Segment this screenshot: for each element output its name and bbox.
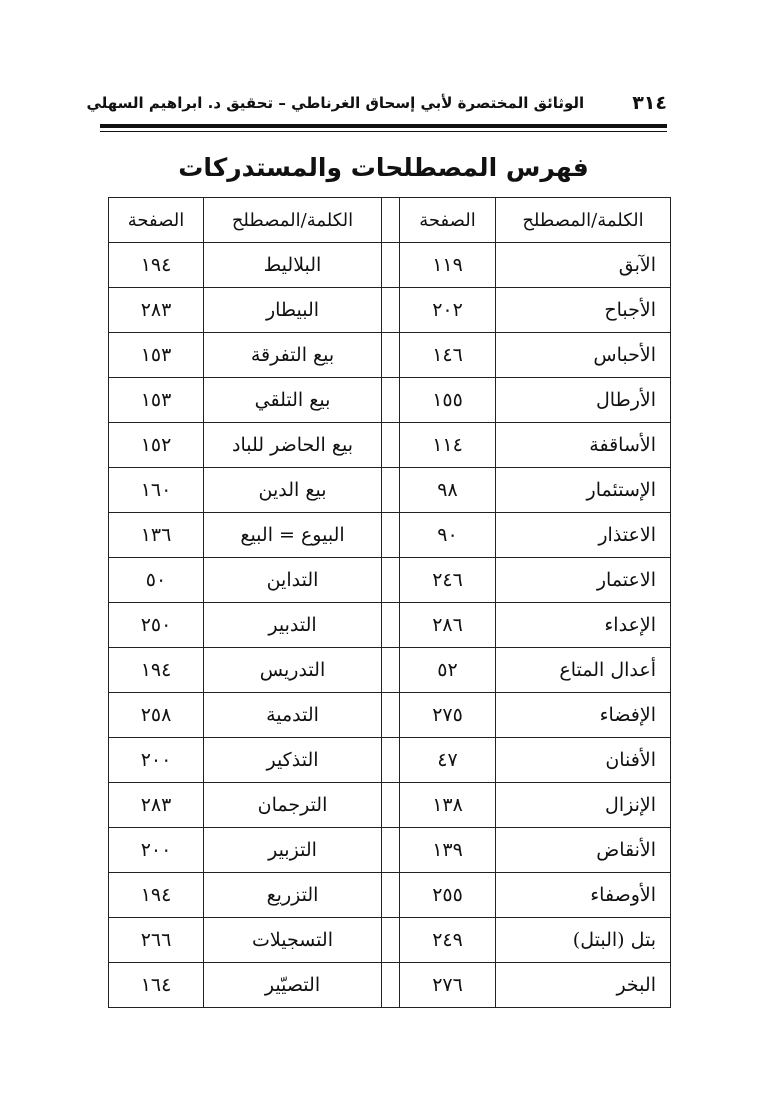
page-right-cell: ١٣٩ xyxy=(400,828,496,873)
page-right-cell: ١١٤ xyxy=(400,423,496,468)
table-row xyxy=(109,693,671,738)
page-left-cell: ١٩٤ xyxy=(109,873,204,918)
term-right-cell: الإنزال xyxy=(496,783,671,828)
page-left-cell: ١٩٤ xyxy=(109,648,204,693)
table-row xyxy=(109,873,671,918)
term-right-cell: الآبق xyxy=(496,243,671,288)
header-page-right: الصفحة xyxy=(400,198,496,243)
page-right-cell: ٢٤٩ xyxy=(400,918,496,963)
page-right-cell: ١٥٥ xyxy=(400,378,496,423)
term-right-cell: الإعداء xyxy=(496,603,671,648)
page-right-cell: ١٤٦ xyxy=(400,333,496,378)
term-left-cell: بيع الحاضر للباد xyxy=(204,423,382,468)
term-left-cell: التدريس xyxy=(204,648,382,693)
term-right-cell: الاعتذار xyxy=(496,513,671,558)
term-left-cell: التزبير xyxy=(204,828,382,873)
column-gap xyxy=(382,693,400,738)
column-gap xyxy=(382,468,400,513)
page-left-cell: ٢٨٣ xyxy=(109,288,204,333)
term-left-cell: الترجمان xyxy=(204,783,382,828)
table-row xyxy=(109,468,671,513)
term-left-cell: التدمية xyxy=(204,693,382,738)
column-gap xyxy=(382,423,400,468)
header-rule-thin xyxy=(100,131,667,132)
page-left-cell: ٢٠٠ xyxy=(109,828,204,873)
table-row xyxy=(109,288,671,333)
term-left-cell: البيوع = البيع xyxy=(204,513,382,558)
page-left-cell: ١٦٤ xyxy=(109,963,204,1008)
table-row xyxy=(109,423,671,468)
page-right-cell: ١١٩ xyxy=(400,243,496,288)
term-left-cell: البلاليط xyxy=(204,243,382,288)
page-left-cell: ٥٠ xyxy=(109,558,204,603)
table-row xyxy=(109,558,671,603)
term-right-cell: الأوصفاء xyxy=(496,873,671,918)
column-gap xyxy=(382,783,400,828)
term-left-cell: التصيّير xyxy=(204,963,382,1008)
index-title: فهرس المصطلحات والمستدركات xyxy=(178,153,589,182)
term-left-cell: التذكير xyxy=(204,738,382,783)
term-right-cell: الأنقاض xyxy=(496,828,671,873)
table-row xyxy=(109,378,671,423)
page-right-cell: ٢٨٦ xyxy=(400,603,496,648)
page-number: ٣١٤ xyxy=(632,92,667,114)
term-left-cell: بيع التفرقة xyxy=(204,333,382,378)
page-right-cell: ٢٠٢ xyxy=(400,288,496,333)
page-right-cell: ٩٠ xyxy=(400,513,496,558)
term-left-cell: التدبير xyxy=(204,603,382,648)
term-right-cell: الأحباس xyxy=(496,333,671,378)
table-row xyxy=(109,738,671,783)
index-table-body xyxy=(109,243,671,1008)
column-gap xyxy=(382,378,400,423)
term-right-cell: أعدال المتاع xyxy=(496,648,671,693)
index-table xyxy=(108,197,671,1008)
column-gap xyxy=(382,648,400,693)
page-left-cell: ١٦٠ xyxy=(109,468,204,513)
page-right-cell: ٢٥٥ xyxy=(400,873,496,918)
header-term-left: الكلمة/المصطلح xyxy=(204,198,382,243)
column-gap xyxy=(382,513,400,558)
term-right-cell: الأجباح xyxy=(496,288,671,333)
page-left-cell: ١٥٣ xyxy=(109,378,204,423)
term-left-cell: التزريع xyxy=(204,873,382,918)
page-right-cell: ٢٧٦ xyxy=(400,963,496,1008)
term-right-cell: الأرطال xyxy=(496,378,671,423)
page-right-cell: ٢٤٦ xyxy=(400,558,496,603)
header-page-left: الصفحة xyxy=(109,198,204,243)
page-left-cell: ٢٥٠ xyxy=(109,603,204,648)
table-row xyxy=(109,243,671,288)
column-gap xyxy=(382,738,400,783)
term-right-cell: الإفضاء xyxy=(496,693,671,738)
page-right-cell: ٩٨ xyxy=(400,468,496,513)
page-header xyxy=(86,88,667,118)
page-right-cell: ٤٧ xyxy=(400,738,496,783)
table-row xyxy=(109,648,671,693)
column-gap xyxy=(382,918,400,963)
term-left-cell: البيطار xyxy=(204,288,382,333)
header-rule-thick xyxy=(100,124,667,128)
term-left-cell: بيع التلقي xyxy=(204,378,382,423)
column-gap xyxy=(382,963,400,1008)
running-title: الوثائق المختصرة لأبي إسحاق الغرناطي – تحقيق د. ابراهيم السهلي xyxy=(86,94,585,112)
column-gap xyxy=(382,333,400,378)
table-row xyxy=(109,513,671,558)
column-gap xyxy=(382,198,400,243)
term-right-cell: البخر xyxy=(496,963,671,1008)
column-gap xyxy=(382,828,400,873)
term-right-cell: الإستئمار xyxy=(496,468,671,513)
page-left-cell: ٢٦٦ xyxy=(109,918,204,963)
table-row xyxy=(109,603,671,648)
term-right-cell: الأفنان xyxy=(496,738,671,783)
page-left-cell: ٢٠٠ xyxy=(109,738,204,783)
header-term-right: الكلمة/المصطلح xyxy=(496,198,671,243)
page-left-cell: ١٥٢ xyxy=(109,423,204,468)
term-left-cell: التداين xyxy=(204,558,382,603)
table-row xyxy=(109,828,671,873)
page-left-cell: ٢٨٣ xyxy=(109,783,204,828)
term-right-cell: الاعتمار xyxy=(496,558,671,603)
term-left-cell: بيع الدين xyxy=(204,468,382,513)
page-right-cell: ٢٧٥ xyxy=(400,693,496,738)
table-row xyxy=(109,918,671,963)
table-row xyxy=(109,963,671,1008)
term-left-cell: التسجيلات xyxy=(204,918,382,963)
table-row xyxy=(109,783,671,828)
column-gap xyxy=(382,243,400,288)
term-right-cell: الأساقفة xyxy=(496,423,671,468)
column-gap xyxy=(382,873,400,918)
page-left-cell: ١٩٤ xyxy=(109,243,204,288)
term-right-cell: بتل (البتل) xyxy=(496,918,671,963)
page-left-cell: ٢٥٨ xyxy=(109,693,204,738)
page-left-cell: ١٣٦ xyxy=(109,513,204,558)
table-row xyxy=(109,333,671,378)
column-gap xyxy=(382,558,400,603)
page-right-cell: ٥٢ xyxy=(400,648,496,693)
column-gap xyxy=(382,288,400,333)
table-header-row xyxy=(109,198,671,243)
column-gap xyxy=(382,603,400,648)
page-right-cell: ١٣٨ xyxy=(400,783,496,828)
page-left-cell: ١٥٣ xyxy=(109,333,204,378)
